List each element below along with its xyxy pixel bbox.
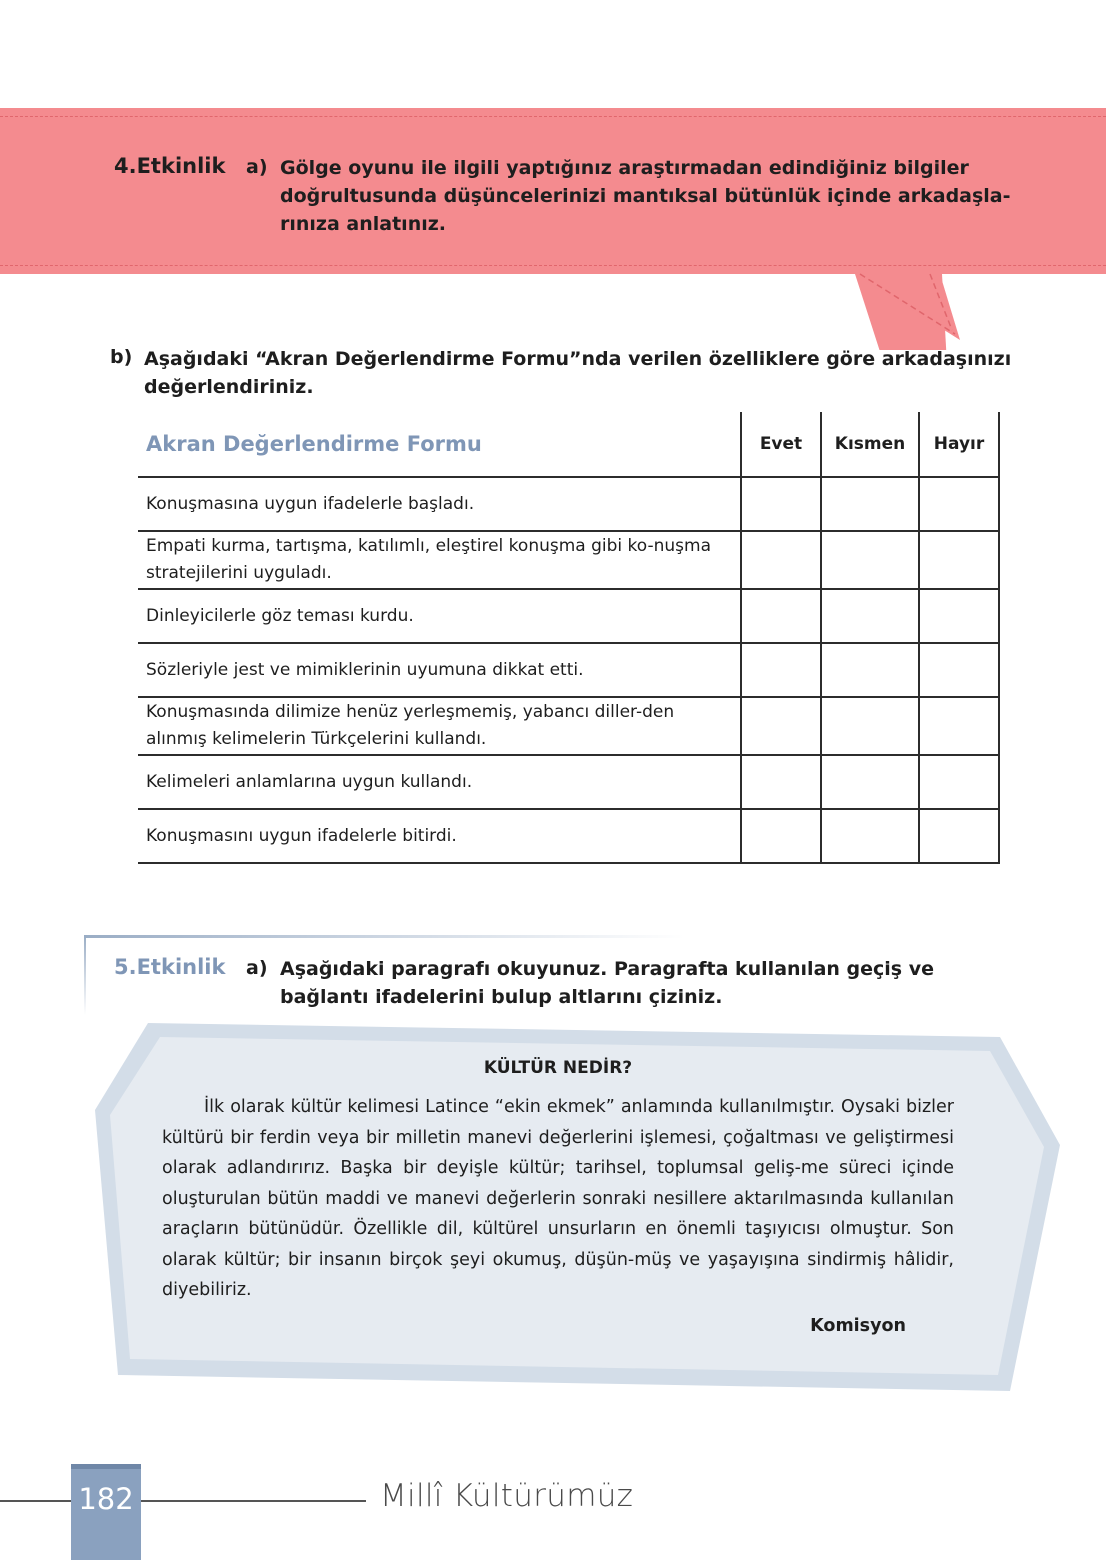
checkbox-cell-kismen[interactable]: [821, 477, 919, 531]
page-tab-fold: [71, 1464, 141, 1469]
speech-bubble-tail: [0, 260, 1106, 350]
book-title: Millî Kültürümüz: [380, 1478, 634, 1514]
reading-title: KÜLTÜR NEDİR?: [483, 1058, 633, 1078]
checkbox-cell-evet[interactable]: [741, 589, 821, 643]
checkbox-cell-hayir[interactable]: [919, 697, 999, 755]
criterion-text: Kelimeleri anlamlarına uygun kullandı.: [138, 755, 741, 809]
table-row: [138, 755, 999, 809]
checkbox-cell-evet[interactable]: [741, 755, 821, 809]
checkbox-cell-hayir[interactable]: [919, 589, 999, 643]
reading-paragraph: İlk olarak kültür kelimesi Latince “ekin ekmek” anlamında kullanılmıştır. Oysaki bizler kültürü bir ferdin veya bir milletin manevi değerlerini işlemesi, çoğaltması ve geliştirmesi olarak adlandırırız. Başka bir deyişle kültür; tarihsel, toplumsal geliş-me süreci içinde oluşturulan bütün maddi ve manevi değerlerin sonraki nesillere aktarılmasında kullanılan araçların bütünüdür. Özellikle dil, kültürel unsurların en önemli taşıyıcısı olmuştur. Son olarak kültür; bir insanın birçok şeyi okumuş, düşün-müş ve yaşayışına sindirmiş hâlidir, diyebiliriz.: [162, 1097, 954, 1300]
checkbox-cell-hayir[interactable]: [919, 809, 999, 863]
criterion-text: Empati kurma, tartışma, katılımlı, eleştirel konuşma gibi ko-nuşma stratejilerini uyguladı.: [138, 531, 741, 589]
checkbox-cell-hayir[interactable]: [919, 477, 999, 531]
activity4-title: 4.Etkinlik: [114, 154, 226, 178]
footer-rule: [0, 1500, 366, 1502]
criterion-text: Sözleriyle jest ve mimiklerinin uyumuna dikkat etti.: [138, 643, 741, 697]
checkbox-cell-evet[interactable]: [741, 477, 821, 531]
banner-dashed-border-top: [0, 116, 1106, 117]
table-header-row: [138, 412, 999, 477]
activity5-frame-left: [84, 935, 86, 1015]
checkbox-cell-evet[interactable]: [741, 697, 821, 755]
activity5-a-text: Aşağıdaki paragrafı okuyunuz. Paragrafta kullanılan geçiş ve bağlantı ifadelerini bulup altlarını çiziniz.: [280, 958, 934, 1008]
checkbox-cell-kismen[interactable]: [821, 809, 919, 863]
reading-content: [162, 1050, 954, 1336]
checkbox-cell-hayir[interactable]: [919, 531, 999, 589]
table-row: [138, 589, 999, 643]
criterion-text: Dinleyicilerle göz teması kurdu.: [138, 589, 741, 643]
activity5-title: 5.Etkinlik: [114, 955, 226, 979]
checkbox-cell-hayir[interactable]: [919, 643, 999, 697]
column-header-hayir: Hayır: [919, 412, 999, 477]
peer-evaluation-table: [138, 412, 1000, 864]
column-header-kismen: Kısmen: [821, 412, 919, 477]
criterion-text: Konuşmasını uygun ifadelerle bitirdi.: [138, 809, 741, 863]
table-row: [138, 477, 999, 531]
checkbox-cell-kismen[interactable]: [821, 755, 919, 809]
checkbox-cell-hayir[interactable]: [919, 755, 999, 809]
checkbox-cell-evet[interactable]: [741, 643, 821, 697]
criterion-text: Konuşmasında dilimize henüz yerleşmemiş, yabancı diller-den alınmış kelimelerin Türkçelerini kullandı.: [138, 697, 741, 755]
checkbox-cell-kismen[interactable]: [821, 697, 919, 755]
page-number: 182: [78, 1482, 134, 1516]
activity4-a-text: Gölge oyunu ile ilgili yaptığınız araştırmadan edindiğiniz bilgiler doğrultusunda düşüncelerinizi mantıksal bütünlük içinde arkadaşla-rınıza anlatınız.: [280, 157, 1011, 235]
activity5-frame-top: [84, 935, 684, 938]
column-header-evet: Evet: [741, 412, 821, 477]
activity4-a-letter: a): [246, 156, 268, 178]
form-title: Akran Değerlendirme Formu: [138, 412, 741, 477]
table-row: [138, 697, 999, 755]
checkbox-cell-evet[interactable]: [741, 531, 821, 589]
table-row: [138, 531, 999, 589]
reading-author: Komisyon: [810, 1315, 906, 1336]
checkbox-cell-kismen[interactable]: [821, 643, 919, 697]
checkbox-cell-kismen[interactable]: [821, 531, 919, 589]
activity4-b-letter: b): [110, 346, 133, 368]
activity4-b-text: Aşağıdaki “Akran Değerlendirme Formu”nda verilen özelliklere göre arkadaşınızı değerlendiriniz.: [144, 348, 1012, 398]
criterion-text: Konuşmasına uygun ifadelerle başladı.: [138, 477, 741, 531]
checkbox-cell-evet[interactable]: [741, 809, 821, 863]
activity5-a-letter: a): [246, 957, 268, 979]
checkbox-cell-kismen[interactable]: [821, 589, 919, 643]
table-row: [138, 643, 999, 697]
table-row: [138, 809, 999, 863]
